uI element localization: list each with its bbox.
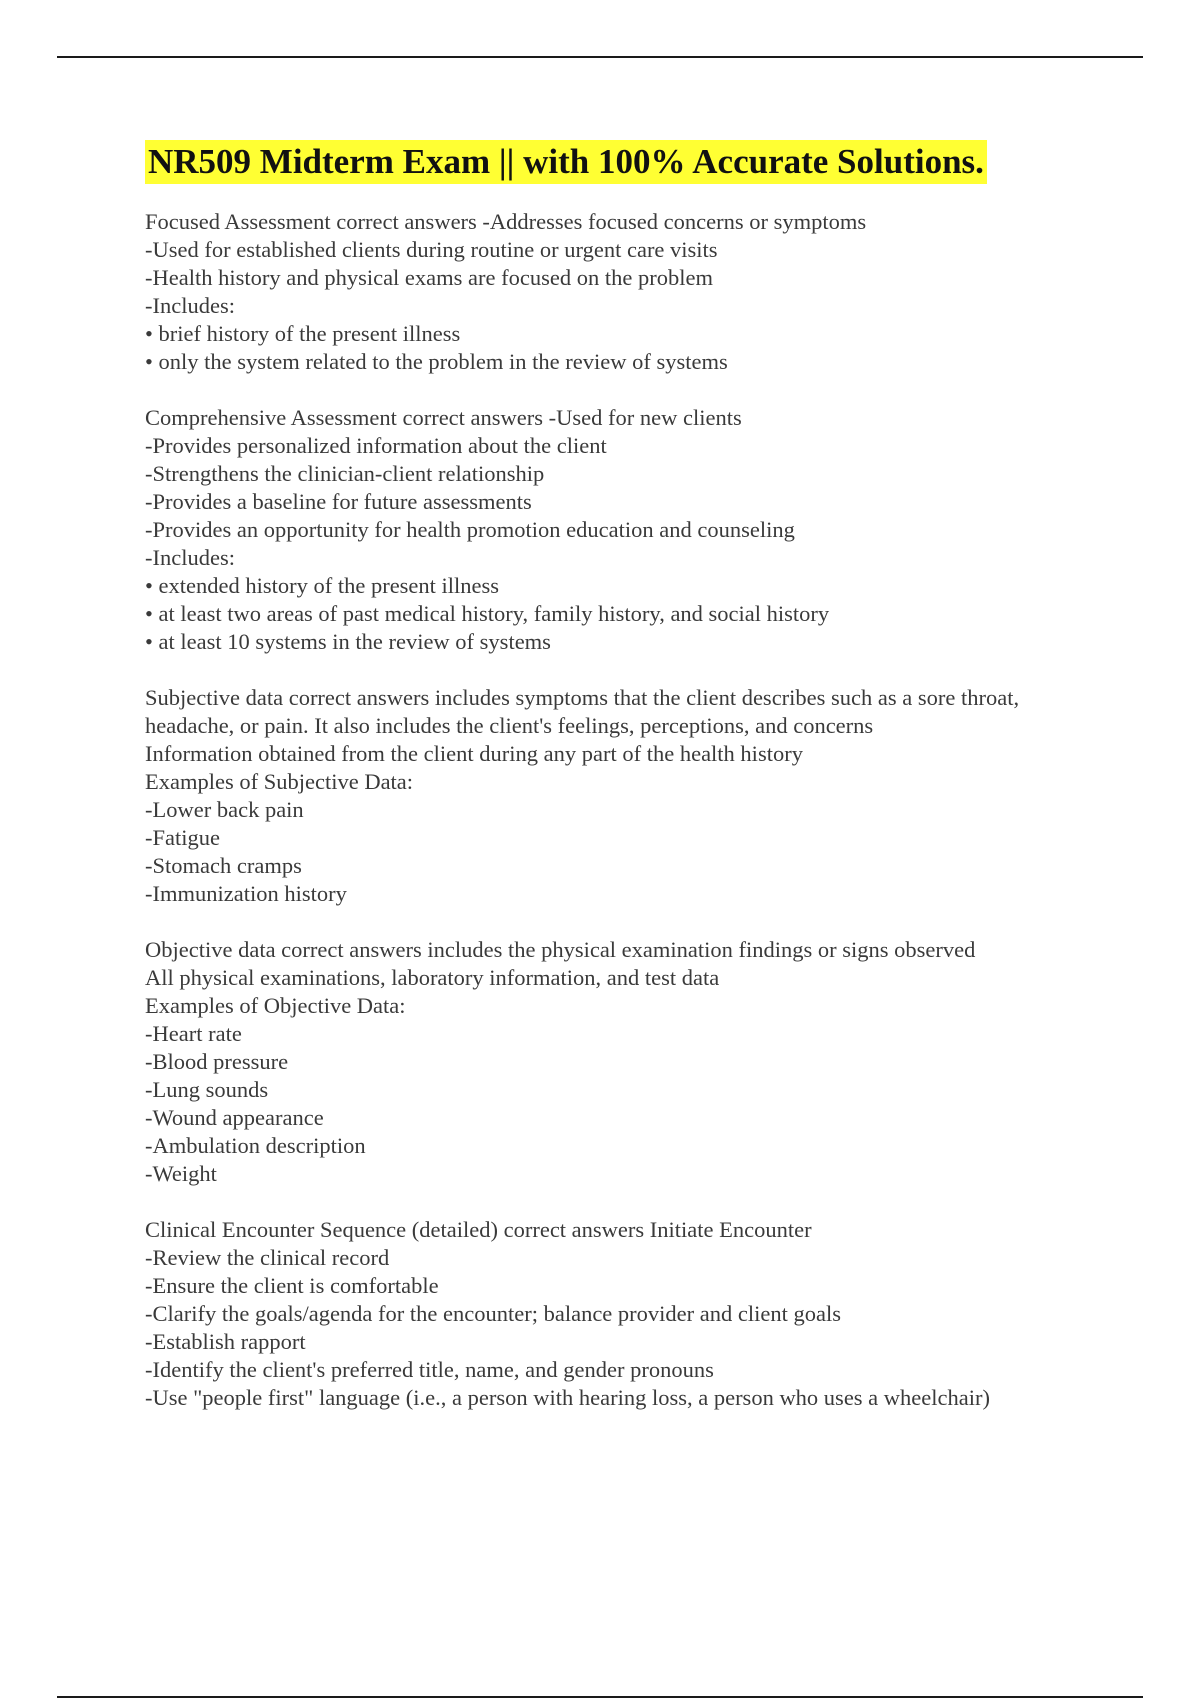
section-line: -Provides personalized information about the client — [145, 433, 607, 458]
section-objective-data — [145, 936, 1105, 1188]
section-line: -Provides a baseline for future assessments — [145, 489, 532, 514]
document-title: NR509 Midterm Exam || with 100% Accurate Solutions. — [145, 140, 987, 184]
top-divider — [57, 56, 1143, 58]
section-line: Examples of Subjective Data: — [145, 769, 414, 794]
section-line: -Health history and physical exams are focused on the problem — [145, 265, 713, 290]
section-line: -Used for established clients during routine or urgent care visits — [145, 237, 718, 262]
section-line: -Provides an opportunity for health promotion education and counseling — [145, 517, 795, 542]
section-line: -Use "people first" language (i.e., a person with hearing loss, a person who uses a wheelchair) — [145, 1385, 990, 1410]
section-line: -Wound appearance — [145, 1105, 324, 1130]
section-line: -Heart rate — [145, 1021, 242, 1046]
section-line: • only the system related to the problem in the review of systems — [145, 349, 728, 374]
section-focused-assessment — [145, 208, 1105, 376]
section-line: Examples of Objective Data: — [145, 993, 406, 1018]
section-line: Clinical Encounter Sequence (detailed) correct answers Initiate Encounter — [145, 1217, 812, 1242]
section-line: -Blood pressure — [145, 1049, 289, 1074]
section-line: • brief history of the present illness — [145, 321, 461, 346]
section-line: -Clarify the goals/agenda for the encounter; balance provider and client goals — [145, 1301, 841, 1326]
section-line: -Includes: — [145, 545, 235, 570]
section-line: Information obtained from the client during any part of the health history — [145, 741, 803, 766]
section-subjective-data — [145, 684, 1105, 908]
section-comprehensive-assessment — [145, 404, 1105, 656]
section-line: Objective data correct answers includes the physical examination findings or signs observed — [145, 937, 976, 962]
section-line: • at least 10 systems in the review of systems — [145, 629, 551, 654]
section-line: -Includes: — [145, 293, 235, 318]
section-line: All physical examinations, laboratory information, and test data — [145, 965, 720, 990]
bottom-divider — [57, 1696, 1143, 1698]
section-line: -Identify the client's preferred title, name, and gender pronouns — [145, 1357, 714, 1382]
section-line: -Ambulation description — [145, 1133, 366, 1158]
section-line: • at least two areas of past medical history, family history, and social history — [145, 601, 830, 626]
section-clinical-encounter-sequence — [145, 1216, 1105, 1412]
section-line: -Review the clinical record — [145, 1245, 390, 1270]
section-line: -Lung sounds — [145, 1077, 269, 1102]
section-line: -Weight — [145, 1161, 217, 1186]
section-line: • extended history of the present illness — [145, 573, 500, 598]
section-line: -Establish rapport — [145, 1329, 306, 1354]
section-line: Comprehensive Assessment correct answers -Used for new clients — [145, 405, 742, 430]
section-line: -Ensure the client is comfortable — [145, 1273, 439, 1298]
section-line: Subjective data correct answers includes symptoms that the client describes such as a sore throat, — [145, 685, 1020, 710]
section-line: -Strengthens the clinician-client relationship — [145, 461, 545, 486]
section-line: -Immunization history — [145, 881, 347, 906]
section-line: -Stomach cramps — [145, 853, 302, 878]
document-body — [145, 140, 1105, 1440]
section-line: headache, or pain. It also includes the client's feelings, perceptions, and concerns — [145, 713, 874, 738]
section-line: -Lower back pain — [145, 797, 304, 822]
section-line: Focused Assessment correct answers -Addresses focused concerns or symptoms — [145, 209, 867, 234]
section-line: -Fatigue — [145, 825, 220, 850]
